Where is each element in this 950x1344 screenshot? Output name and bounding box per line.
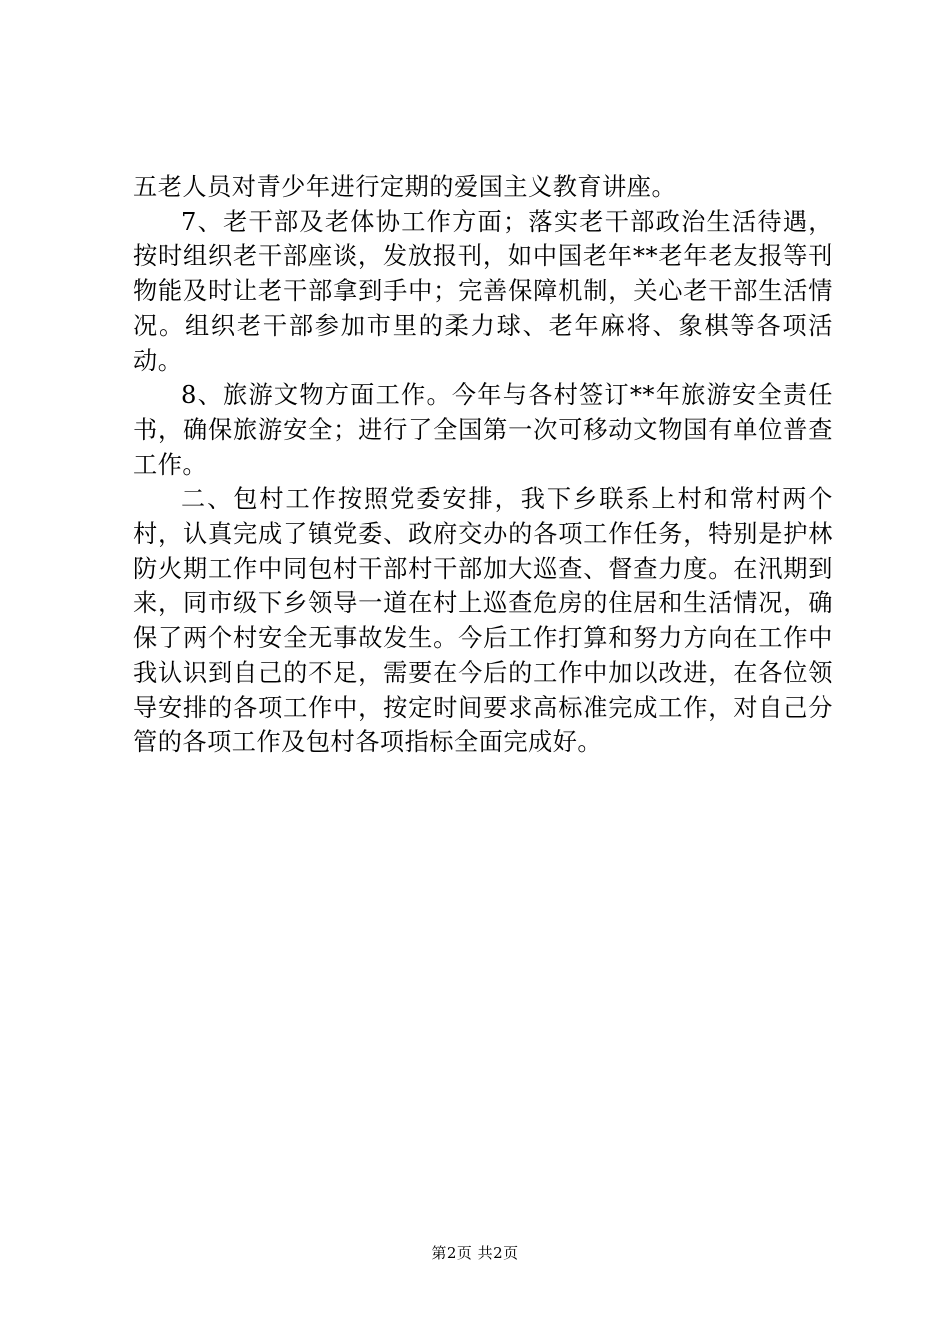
paragraph-item-7: 7、老干部及老体协工作方面；落实老干部政治生活待遇，按时组织老干部座谈，发放报刊，如中国老年**老年老友报等刊物能及时让老干部拿到手中；完善保障机制，关心老干部生活情况。组织老干部参加市里的柔力球、老年麻将、象棋等各项活动。 [133,207,833,375]
paragraph-continuation: 五老人员对青少年进行定期的爱国主义教育讲座。 [133,173,677,201]
paragraph-section-2: 二、包村工作按照党委安排，我下乡联系上村和常村两个村，认真完成了镇党委、政府交办的各项工作任务，特别是护林防火期工作中同包村干部村干部加大巡查、督查力度。在汛期到来，同市级下乡领导一道在村上巡查危房的住居和生活情况，确保了两个村安全无事故发生。今后工作打算和努力方向在工作中我认识到自己的不足，需要在今后的工作中加以改进，在各位领导安排的各项工作中，按定时间要求高标准完成工作，对自己分管的各项工作及包村各项指标全面完成好。 [133,485,833,757]
page-footer: 第2页 共2页 [431,1244,519,1262]
paragraph-item-8: 8、旅游文物方面工作。今年与各村签订**年旅游安全责任书，确保旅游安全；进行了全国第一次可移动文物国有单位普查工作。 [133,381,833,479]
document-body [133,170,833,760]
